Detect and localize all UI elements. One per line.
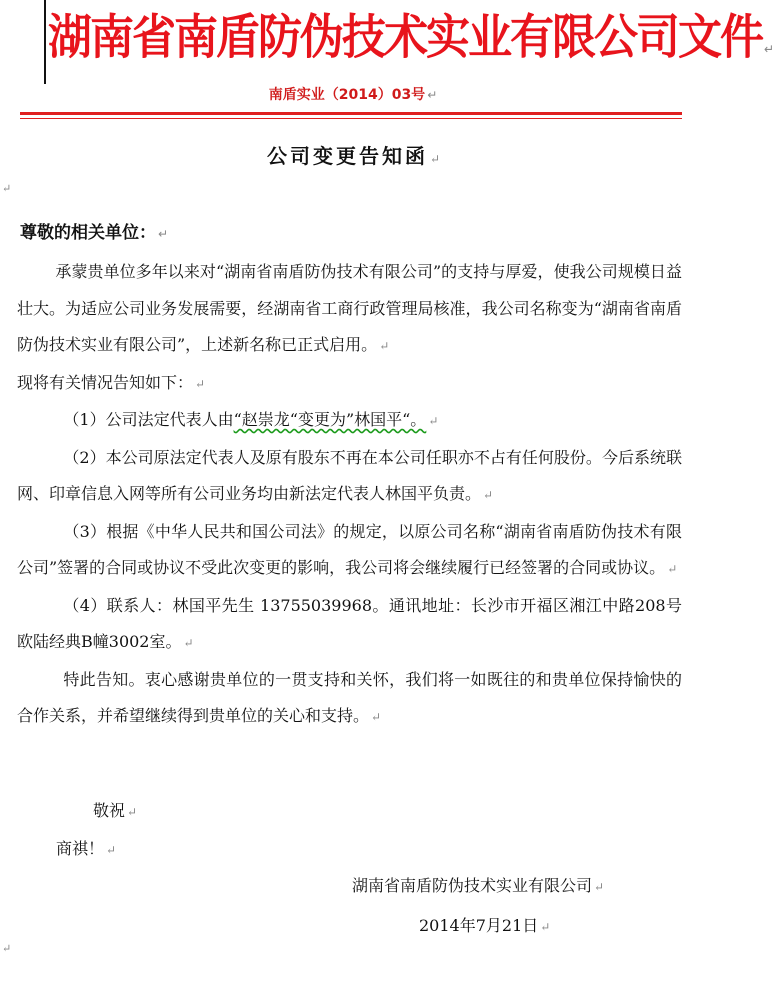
closing-line-1-text: 敬祝 [93, 801, 126, 820]
header-red-rule-thin [20, 118, 682, 119]
paragraph-mark-icon: ↵ [428, 414, 439, 428]
document-heading-text: 公司变更告知函 [266, 144, 428, 168]
paragraph-mark-icon: ↵ [764, 41, 772, 57]
salutation-text: 尊敬的相关单位： [20, 223, 156, 243]
paragraph-mark-icon: ↵ [158, 227, 169, 241]
paragraph-mark-icon: ↵ [371, 710, 382, 724]
item-4-text: （4）联系人：林国平先生 13755039968。通讯地址：长沙市开福区湘江中路208号欧陆经典B幢3002室。 [17, 595, 682, 651]
letter-body [17, 254, 682, 736]
paragraph-mark-icon: ↵ [594, 880, 605, 894]
paragraph-mark-icon: ↵ [2, 182, 12, 195]
closing-line-2 [56, 836, 116, 859]
intro-text: 承蒙贵单位多年以来对“湖南省南盾防伪技术有限公司”的支持与厚爱，使我公司规模日益壮大。为适应公司业务发展需要，经湖南省工商行政管理局核准，我公司名称变为“湖南省南盾防伪技术实业有限公司”，上述新名称已正式启用。 [17, 262, 682, 354]
lead-text: 现将有关情况告知如下： [17, 372, 194, 392]
text-cursor [44, 0, 46, 84]
signature-date [419, 913, 550, 936]
paragraph-mark-icon: ↵ [106, 843, 117, 857]
paragraph-mark-icon: ↵ [429, 152, 444, 166]
closing-notice-text: 特此告知。衷心感谢贵单位的一贯支持和关怀，我们将一如既往的和贵单位保持愉快的合作关系，并希望继续得到贵单位的关心和支持。 [17, 669, 682, 725]
document-number [0, 84, 696, 104]
signature-company-text: 湖南省南盾防伪技术实业有限公司 [352, 876, 593, 895]
item-1-text-a: （1）公司法定代表人由 [63, 410, 234, 429]
closing-line-1 [93, 798, 137, 821]
closing-line-2-text: 商祺！ [56, 839, 105, 858]
closing-notice-paragraph [17, 662, 682, 736]
item-3-text: （3）根据《中华人民共和国公司法》的规定，以原公司名称“湖南省南盾防伪技术有限公司”签署的合同或协议不受此次变更的影响，我公司将会继续履行已经签署的合同或协议。 [17, 521, 682, 577]
lead-paragraph [17, 365, 682, 403]
paragraph-mark-icon: ↵ [667, 562, 678, 576]
paragraph-mark-icon: ↵ [379, 339, 390, 353]
document-heading [0, 140, 696, 169]
salutation [20, 218, 168, 243]
signature-company [352, 873, 604, 896]
paragraph-mark-icon: ↵ [183, 636, 194, 650]
paragraph-mark-icon: ↵ [427, 88, 438, 102]
header-title-text: 湖南省南盾防伪技术实业有限公司文件 [48, 10, 762, 66]
paragraph-mark-icon: ↵ [540, 920, 551, 934]
item-2-text: （2）本公司原法定代表人及原有股东不再在本公司任职亦不占有任何股份。今后系统联网、印章信息入网等所有公司业务均由新法定代表人林国平负责。 [17, 447, 682, 503]
item-1-text-b: “赵崇龙“变更为”林国平“。 [233, 410, 427, 429]
intro-paragraph [17, 254, 682, 365]
paragraph-mark-icon: ↵ [483, 488, 494, 502]
document-header-title [48, 4, 772, 84]
document-number-text: 南盾实业（2014）03号 [268, 87, 426, 103]
item-4-paragraph [17, 588, 682, 662]
item-1-paragraph [17, 402, 682, 440]
paragraph-mark-icon: ↵ [127, 805, 138, 819]
paragraph-mark-icon: ↵ [2, 942, 12, 955]
header-red-rule [20, 112, 682, 115]
signature-date-text: 2014年7月21日 [419, 916, 539, 935]
item-2-paragraph [17, 440, 682, 514]
paragraph-mark-icon: ↵ [195, 376, 206, 391]
item-3-paragraph [17, 514, 682, 588]
